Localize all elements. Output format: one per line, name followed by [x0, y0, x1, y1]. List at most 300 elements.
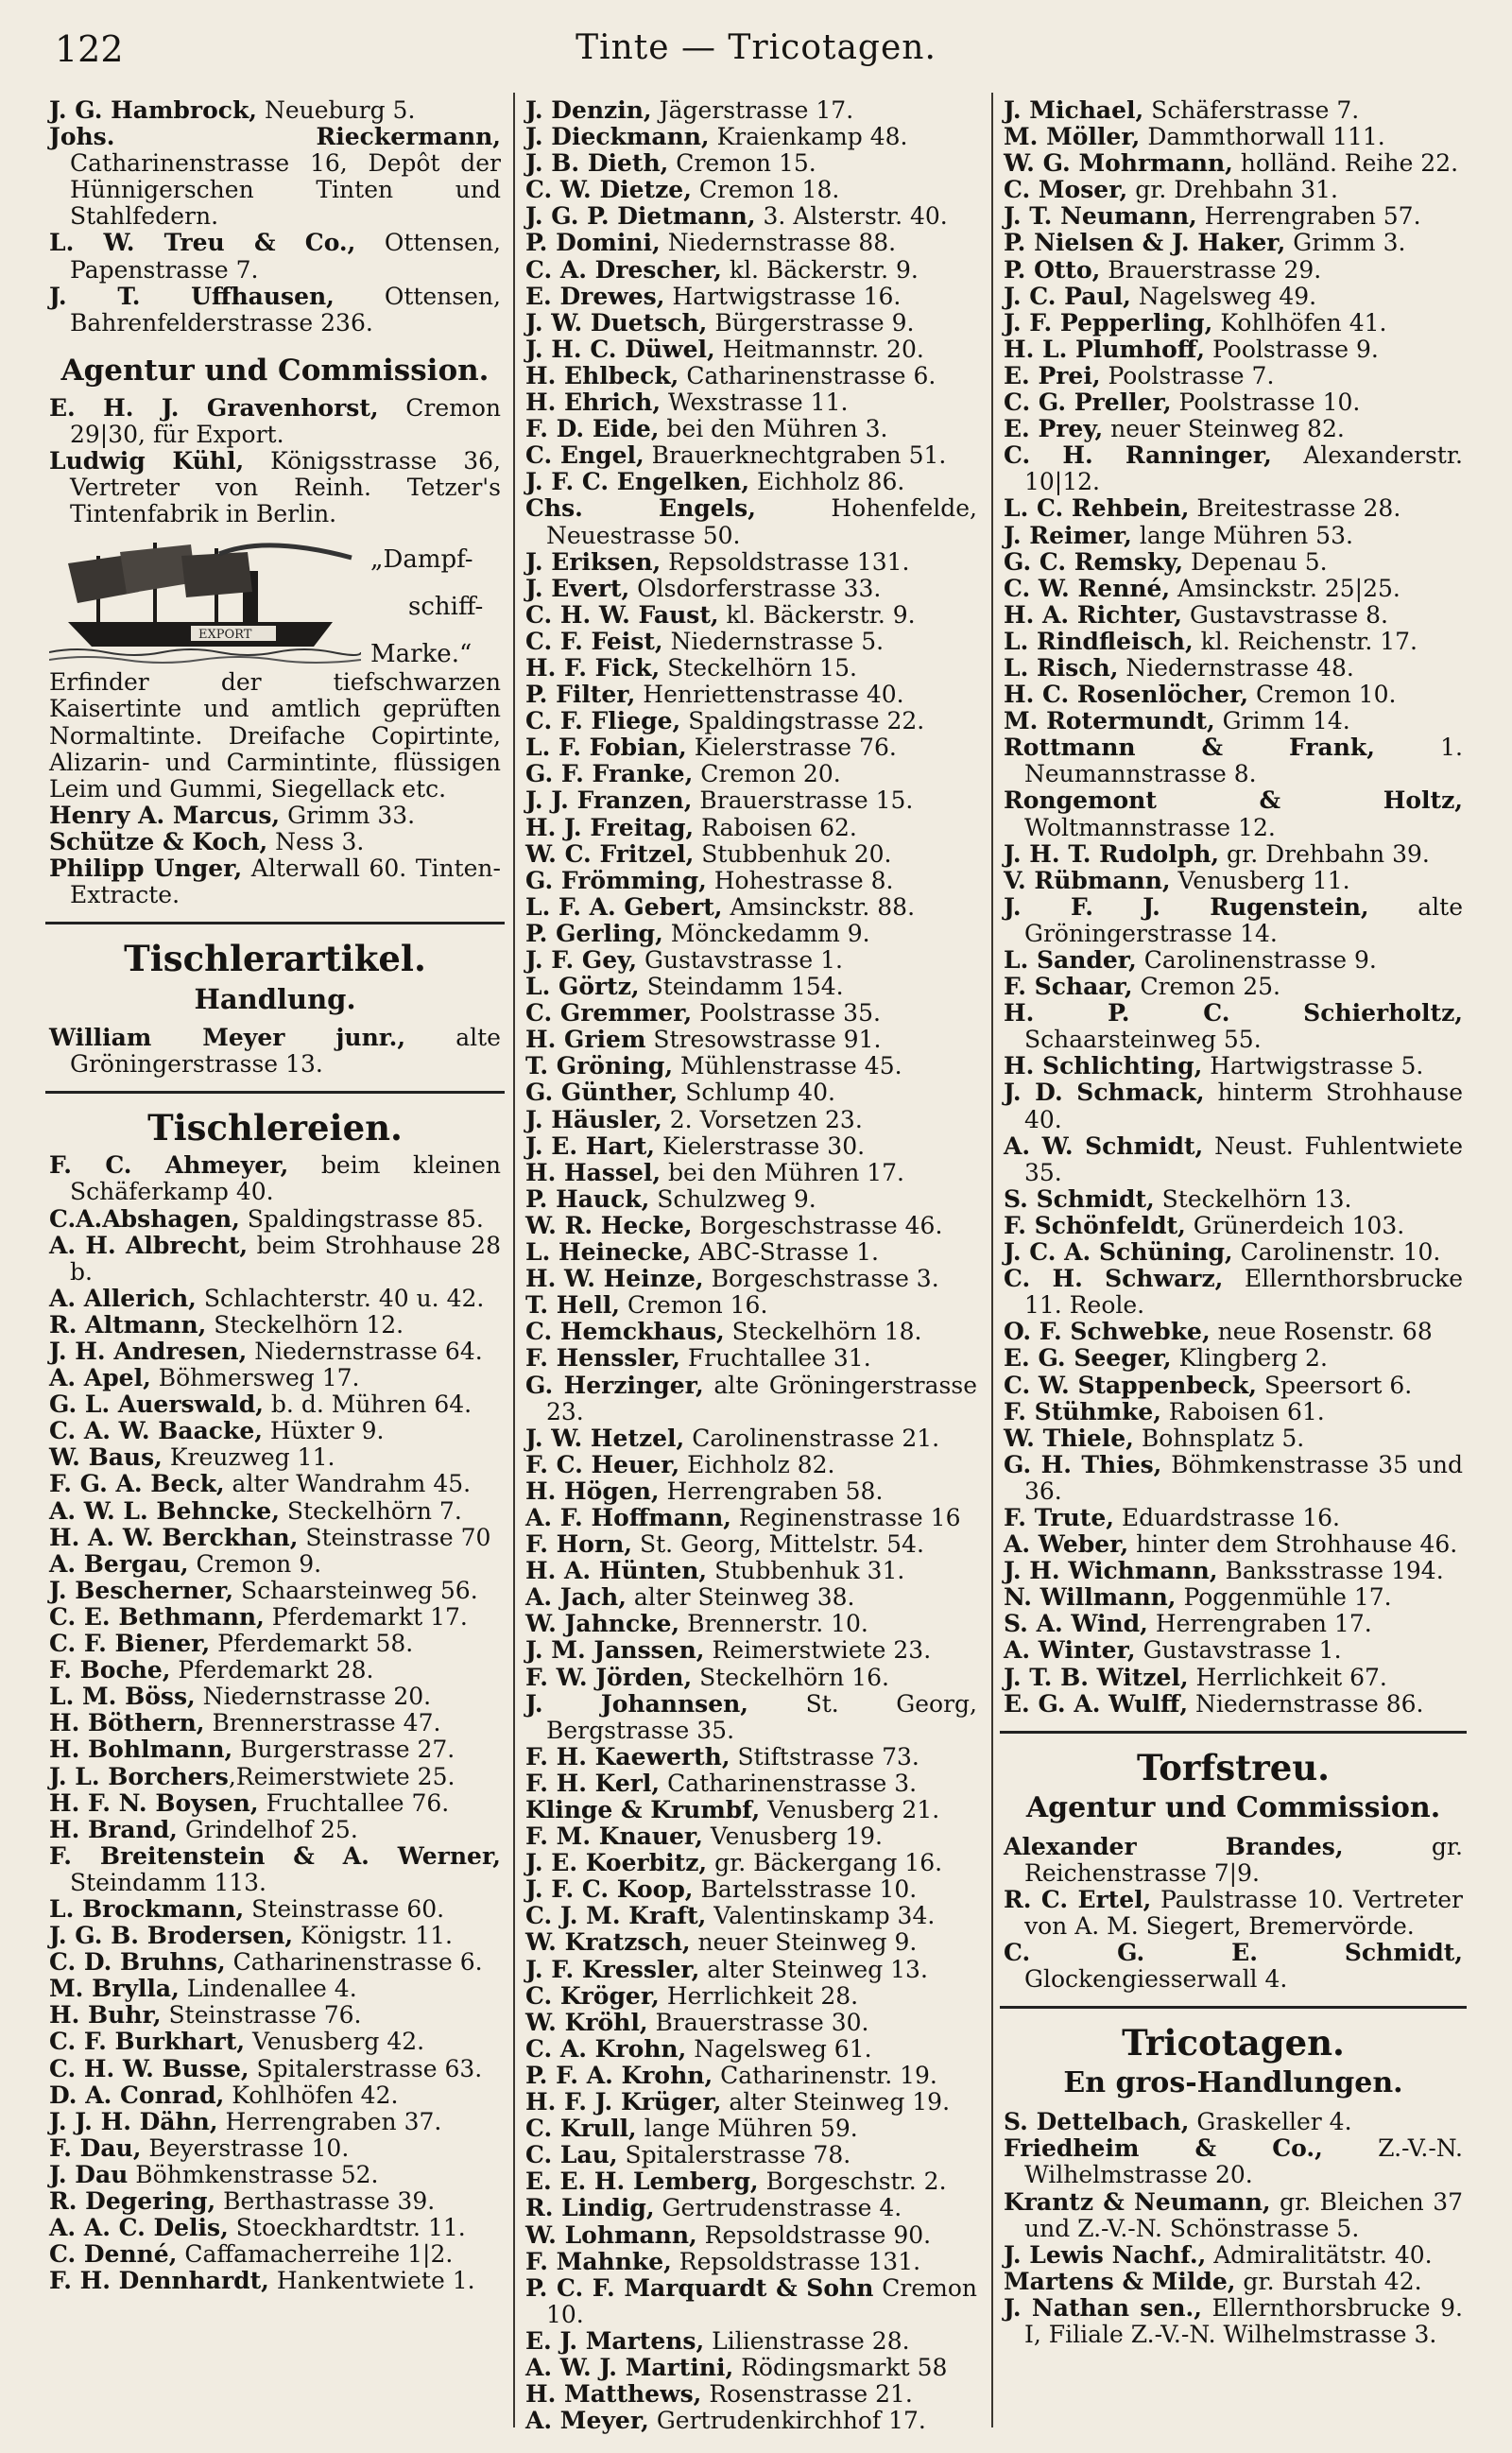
entry-address: Rosenstrasse 21.: [701, 2380, 913, 2409]
entry-address: gr. Drehbahn 31.: [1127, 176, 1339, 204]
entry-name: C. Gremmer,: [525, 999, 693, 1028]
entry-name: C. Lau,: [525, 2141, 618, 2169]
entry-address: alter Wandrahm 45.: [224, 1470, 472, 1498]
entry-list: [49, 395, 501, 527]
entry-address: Steckelhörn 16.: [692, 1663, 889, 1691]
directory-entry: [1004, 1399, 1463, 1425]
steamship-illustration: [49, 535, 361, 665]
entry-address: Bohnsplatz 5.: [1133, 1424, 1305, 1452]
directory-entry: [1004, 1239, 1463, 1266]
entry-name: J. B. Dieth,: [525, 149, 669, 178]
entry-name: F. Trute,: [1004, 1503, 1114, 1531]
entry-address: Borgeschstrasse 3.: [703, 1265, 939, 1293]
entry-address: Catharinenstrasse 6.: [225, 1948, 483, 1977]
entry-name: Rottmann & Frank,: [1004, 734, 1375, 762]
directory-entry: [525, 1266, 977, 1292]
entry-address: neuer Steinweg 82.: [1103, 415, 1345, 443]
directory-entry: [525, 2089, 977, 2116]
entry-name: H. F. J. Krüger,: [525, 2088, 722, 2116]
entry-name: F. H. Kerl,: [525, 1769, 661, 1797]
entry-address: Depenau 5.: [1183, 547, 1328, 576]
entry-name: E. J. Martens,: [525, 2326, 705, 2355]
entry-address: Venusberg 21.: [760, 1796, 940, 1823]
directory-entry: [525, 1239, 977, 1266]
entry-address: Pferdemarkt 17.: [264, 1602, 468, 1631]
entry-address: Grünerdeich 103.: [1185, 1211, 1405, 1239]
directory-entry: [1004, 1452, 1463, 1505]
entry-name: J. T. Neumann,: [1004, 202, 1197, 231]
directory-entry: [49, 1764, 501, 1790]
entry-address: gr. Drehbahn 39.: [1219, 839, 1430, 868]
entry-name: J. G. B. Brodersen,: [49, 1922, 294, 1950]
entry-address: Herrengraben 37.: [217, 2107, 442, 2135]
entry-address: kl. Reichenstr. 17.: [1193, 627, 1418, 655]
entry-name: J. C. A. Schüning,: [1004, 1238, 1233, 1267]
entry-address: ,Reimerstwiete 25.: [228, 1762, 455, 1790]
directory-entry: [1004, 2242, 1463, 2269]
directory-entry: [525, 1373, 977, 1425]
directory-entry: [525, 1637, 977, 1664]
entry-address: gr. Burstah 42.: [1235, 2267, 1422, 2295]
entry-address: Poolstrasse 35.: [692, 999, 881, 1028]
directory-entry: [1004, 389, 1463, 416]
subsection-title-handlung: Handlung.: [194, 983, 356, 1016]
entry-address: Paulstrasse 10. Vertreter von A. M. Siegert, Bremervörde.: [1024, 1885, 1463, 1940]
entry-address: Beyerstrasse 10.: [141, 2133, 350, 2162]
section-rule: [45, 922, 505, 924]
entry-address: Cremon 10.: [1248, 681, 1397, 709]
entry-name: W. C. Fritzel,: [525, 839, 695, 868]
directory-entry: [525, 1425, 977, 1452]
directory-entry: [1004, 1373, 1463, 1399]
directory-entry: [1004, 708, 1463, 734]
entry-name: E. G. A. Wulff,: [1004, 1689, 1189, 1718]
entry-name: C. F. Biener,: [49, 1630, 211, 1658]
entry-address: Repsoldstrasse 90.: [696, 2220, 932, 2249]
entry-name: A. A. C. Delis,: [49, 2214, 229, 2242]
directory-entry: [525, 629, 977, 655]
page-number: 122: [55, 28, 124, 70]
directory-entry: [525, 1505, 977, 1531]
entry-address: Catharinenstrasse 16, Depôt der Hünnigerschen Tinten und Stahlfedern.: [70, 149, 501, 231]
directory-entry: [49, 855, 501, 908]
directory-entry: [525, 2116, 977, 2142]
entry-address: neuer Steinweg 9.: [690, 1928, 918, 1957]
directory-entry: [525, 469, 977, 495]
entry-address: Ellernthorsbrucke 11. Reole.: [1024, 1265, 1464, 1320]
entry-address: Ottensen, Papenstrasse 7.: [70, 229, 501, 284]
entry-name: C. Hemckhaus,: [525, 1318, 725, 1346]
entry-address: Kielerstrasse 30.: [655, 1131, 866, 1160]
entry-name: P. F. A. Krohn,: [525, 2061, 713, 2089]
directory-entry: [49, 2109, 501, 2135]
entry-address: Repsoldstrasse 131.: [661, 547, 910, 576]
entry-name: W. Lohmann,: [525, 2220, 697, 2249]
directory-entry: [1004, 2295, 1463, 2348]
entry-address: Steckelhörn 15.: [660, 653, 857, 682]
entry-address: 2. Vorsetzen 23.: [662, 1105, 863, 1133]
entry-name: A. Weber,: [1004, 1530, 1129, 1559]
entry-address: 3. Alsterstr. 40.: [755, 202, 948, 231]
entry-name: H. Högen,: [525, 1477, 660, 1505]
entry-name: L. M. Böss,: [49, 1683, 196, 1711]
entry-address: Nagelsweg 49.: [1130, 282, 1317, 310]
directory-entry: [525, 1850, 977, 1876]
entry-name: J. Bescherner,: [49, 1576, 234, 1604]
entry-name: J. W. Duetsch,: [525, 308, 708, 337]
entry-address: Catharinenstrasse 6.: [679, 361, 936, 389]
entry-address: Pferdemarkt 28.: [170, 1656, 374, 1684]
entry-address: Carolinenstrasse 21.: [684, 1424, 940, 1452]
directory-entry: [525, 734, 977, 761]
directory-entry: [49, 1025, 501, 1078]
entry-list: [1004, 97, 1463, 1718]
directory-entry: [525, 1983, 977, 2010]
entry-address: Caffamacherreihe 1|2.: [177, 2240, 454, 2269]
directory-entry: [1004, 576, 1463, 602]
directory-entry: [1004, 1887, 1463, 1940]
directory-entry: [1004, 1940, 1463, 1993]
directory-entry: [1004, 1834, 1463, 1887]
directory-entry: [525, 2195, 977, 2221]
ad-caption-line: schiff-: [408, 593, 484, 622]
entry-name: J. Evert,: [525, 574, 630, 602]
directory-entry: [525, 310, 977, 337]
entry-name: M. Rotermundt,: [1004, 707, 1215, 735]
entry-name: J. J. H. Dähn,: [49, 2107, 218, 2135]
entry-address: Alexanderstr. 10|12.: [1024, 441, 1463, 496]
entry-address: Schlump 40.: [678, 1079, 835, 1107]
directory-entry: [525, 1452, 977, 1478]
directory-entry: [1004, 1266, 1463, 1319]
entry-address: Herrlichkeit 67.: [1188, 1663, 1387, 1691]
entry-name: C. W. Dietze,: [525, 176, 692, 204]
entry-address: Catharinenstr. 19.: [713, 2061, 937, 2089]
entry-address: Herrengraben 58.: [659, 1477, 884, 1505]
entry-name: W. Baus,: [49, 1443, 163, 1472]
entry-address: Henriettenstrasse 40.: [635, 681, 904, 709]
entry-address: Spaldingstrasse 22.: [680, 707, 925, 735]
entry-address: Olsdorferstrasse 33.: [629, 574, 882, 602]
entry-name: L. Sander,: [1004, 946, 1137, 974]
directory-entry: [1004, 1186, 1463, 1213]
entry-address: Hartwigstrasse 5.: [1202, 1052, 1424, 1080]
entry-address: b. d. Mühren 64.: [263, 1391, 472, 1419]
entry-name: L. C. Rehbein,: [1004, 494, 1190, 523]
entry-address: Klingberg 2.: [1171, 1344, 1328, 1373]
entry-name: C. H. Ranninger,: [1004, 441, 1272, 470]
directory-entry: [1004, 1637, 1463, 1664]
entry-address: Venusberg 19.: [702, 1822, 883, 1851]
entry-address: Gustavstrasse 8.: [1182, 600, 1388, 629]
entry-name: J. Michael,: [1004, 96, 1144, 124]
directory-entry: [525, 2142, 977, 2168]
entry-address: Gertrudenstrasse 4.: [654, 2194, 902, 2222]
directory-entry: [525, 97, 977, 124]
entry-name: J. Denzin,: [525, 96, 652, 124]
entry-address: Catharinenstrasse 3.: [660, 1769, 918, 1797]
directory-entry: [525, 1665, 977, 1691]
entry-address: Poolstrasse 9.: [1205, 335, 1379, 363]
entry-address: alte Gröningerstrasse 14.: [1024, 892, 1463, 947]
entry-address: Stresowstrasse 91.: [645, 1026, 882, 1054]
entry-address: Niedernstrasse 48.: [1118, 653, 1354, 682]
entry-name: C. Moser,: [1004, 176, 1128, 204]
entry-name: D. A. Conrad,: [49, 2081, 225, 2109]
entry-address: Brennerstrasse 47.: [204, 1709, 441, 1737]
entry-address: Königsstrasse 36, Vertreter von Reinh. Tetzer's Tintenfabrik in Berlin.: [70, 447, 501, 528]
directory-entry: [525, 442, 977, 469]
entry-address: Bartelsstrasse 10.: [693, 1875, 918, 1904]
entry-name: E. E. H. Lemberg,: [525, 2168, 759, 2196]
entry-name: A. W. J. Martini,: [525, 2353, 734, 2381]
entry-name: T. Hell,: [525, 1291, 621, 1320]
directory-entry: [525, 337, 977, 363]
directory-entry: [525, 841, 977, 868]
entry-name: J. Nathan sen.,: [1004, 2293, 1202, 2322]
ship-label: EXPORT: [198, 628, 252, 643]
directory-entry: [1004, 841, 1463, 868]
directory-entry: [525, 974, 977, 1000]
entry-name: J. M. Janssen,: [525, 1636, 705, 1665]
entry-name: C. Denné,: [49, 2240, 178, 2269]
entry-name: J. J. Franzen,: [525, 786, 693, 815]
directory-entry: [49, 803, 501, 829]
entry-name: H. Buhr,: [49, 2001, 162, 2030]
directory-entry: [1004, 442, 1463, 495]
entry-name: C. A. Krohn,: [525, 2034, 687, 2063]
directory-entry: [1004, 230, 1463, 256]
directory-entry: [525, 2355, 977, 2381]
directory-entry: [525, 894, 977, 921]
entry-address: Hartwigstrasse 16.: [664, 282, 902, 310]
section-rule: [1000, 2006, 1467, 2009]
entry-address: holländ. Reihe 22.: [1232, 149, 1459, 178]
directory-entry: [1004, 523, 1463, 549]
entry-name: F. Schaar,: [1004, 973, 1133, 1001]
directory-entry: [49, 2188, 501, 2215]
section-rule: [45, 1091, 505, 1094]
directory-entry: [1004, 1531, 1463, 1558]
directory-entry: [1004, 1665, 1463, 1691]
entry-name: Rongemont & Holtz,: [1004, 786, 1463, 815]
entry-address: Niedernstrasse 64.: [247, 1338, 483, 1365]
entry-name: L. Risch,: [1004, 653, 1119, 682]
entry-name: H. A. Hünten,: [525, 1557, 708, 1585]
directory-entry: [49, 1312, 501, 1339]
directory-entry: [1004, 337, 1463, 363]
directory-entry: [1004, 682, 1463, 708]
entry-address: Neueburg 5.: [257, 96, 416, 124]
entry-name: A. W. L. Behncke,: [49, 1496, 280, 1525]
entry-name: J. H. T. Rudolph,: [1004, 839, 1220, 868]
entry-name: J. Dau: [49, 2160, 129, 2188]
entry-name: A. H. Albrecht,: [49, 1231, 249, 1259]
entry-address: Grimm 33.: [280, 801, 416, 829]
entry-address: Steckelhörn 13.: [1154, 1184, 1352, 1213]
column-1: [49, 97, 501, 2294]
directory-entry: [525, 1186, 977, 1213]
directory-entry: [525, 1000, 977, 1027]
directory-entry: [49, 1286, 501, 1312]
directory-entry: [49, 2268, 501, 2294]
entry-address: Gustavstrasse 1.: [1135, 1636, 1342, 1665]
entry-name: O. F. Schwebke,: [1004, 1318, 1211, 1346]
entry-name: J. Häusler,: [525, 1105, 662, 1133]
entry-address: Fruchtallee 76.: [258, 1788, 450, 1817]
entry-name: W. Thiele,: [1004, 1424, 1134, 1452]
ad-caption-line: Marke.“: [370, 640, 472, 669]
entry-address: Niedernstrasse 5.: [662, 627, 885, 655]
section-title-torfstreu: Torfstreu.: [1136, 1746, 1331, 1788]
entry-address: Lindenallee 4.: [179, 1975, 357, 2003]
entry-name: J. L. Borchers: [49, 1762, 229, 1790]
directory-entry: [49, 2029, 501, 2055]
entry-address: Venusberg 42.: [245, 2028, 425, 2056]
entry-name: J. Dieckmann,: [525, 123, 710, 151]
entry-name: J. H. Wichmann,: [1004, 1557, 1218, 1585]
entry-address: Eduardstrasse 16.: [1113, 1503, 1340, 1531]
entry-name: Chs. Engels,: [525, 494, 756, 523]
directory-entry: [525, 1160, 977, 1186]
directory-entry: [1004, 416, 1463, 442]
section-title-tischlerartikel: Tischlerartikel.: [124, 938, 426, 980]
entry-name: M. Brylla,: [49, 1975, 180, 2003]
entry-name: J. F. J. Rugenstein,: [1004, 892, 1369, 921]
entry-name: Krantz & Neumann,: [1004, 2187, 1271, 2216]
entry-address: Böhmersweg 17.: [150, 1364, 360, 1392]
directory-entry: [525, 2275, 977, 2328]
entry-name: F. C. Heuer,: [525, 1450, 680, 1478]
directory-entry: [1004, 363, 1463, 389]
entry-name: W. R. Hecke,: [525, 1211, 693, 1239]
entry-name: C. Kröger,: [525, 1981, 660, 2010]
directory-entry: [525, 655, 977, 682]
directory-entry: [49, 1896, 501, 1923]
entry-name: C. H. W. Busse,: [49, 2054, 249, 2082]
entry-name: H. A. W. Berckhan,: [49, 1523, 299, 1551]
directory-entry: [49, 124, 501, 230]
directory-entry: [525, 230, 977, 256]
entry-address: Raboisen 62.: [694, 813, 857, 841]
entry-name: P. Domini,: [525, 229, 661, 257]
subsection-title-agentur: Agentur und Commission.: [1025, 1790, 1441, 1824]
entry-address: 1. Neumannstrasse 8.: [1024, 734, 1463, 788]
entry-name: J. T. Uffhausen,: [49, 282, 335, 310]
directory-entry: [525, 1345, 977, 1372]
entry-address: Böhmkenstrasse 35 und 36.: [1024, 1450, 1463, 1505]
entry-address: Steinstrasse 70: [298, 1523, 491, 1551]
directory-entry: [49, 2082, 501, 2109]
entry-address: lange Mühren 59.: [636, 2115, 858, 2143]
directory-entry: [525, 682, 977, 708]
entry-name: G. C. Remsky,: [1004, 547, 1184, 576]
directory-entry: [49, 2135, 501, 2162]
directory-entry: [525, 761, 977, 787]
entry-address: St. Georg, Bergstrasse 35.: [546, 1689, 977, 1744]
directory-entry: [1004, 1345, 1463, 1372]
entry-name: W. Kratzsch,: [525, 1928, 691, 1957]
directory-entry: [525, 2408, 977, 2434]
directory-entry: [525, 1797, 977, 1823]
entry-address: Brauerstrasse 15.: [692, 786, 914, 815]
entry-address: Hohenfelde, Neuestrasse 50.: [546, 494, 977, 549]
entry-name: J. E. Hart,: [525, 1131, 655, 1160]
entry-address: Cremon 18.: [691, 176, 840, 204]
directory-entry: [1004, 2109, 1463, 2135]
directory-entry: [1004, 150, 1463, 177]
entry-name: F. G. A. Beck,: [49, 1470, 225, 1498]
entry-name: R. C. Ertel,: [1004, 1885, 1152, 1913]
directory-entry: [525, 868, 977, 894]
directory-entry: [1004, 894, 1463, 947]
entry-address: gr. Reichenstrasse 7|9.: [1024, 1832, 1463, 1887]
entry-address: Schäferstrasse 7.: [1143, 96, 1360, 124]
column-divider: [513, 93, 515, 2427]
entry-address: Amsinckstr. 88.: [722, 892, 916, 921]
directory-entry: [49, 1684, 501, 1710]
entry-address: Königstr. 11.: [293, 1922, 453, 1950]
entry-address: kl. Bäckerstr. 9.: [721, 255, 919, 284]
directory-entry: [49, 448, 501, 527]
directory-entry: [525, 1027, 977, 1053]
entry-list: [1004, 2109, 1463, 2348]
column-2: [525, 97, 977, 2434]
entry-address: Grimm 14.: [1214, 707, 1350, 735]
entry-address: Steindamm 113.: [70, 1868, 266, 1896]
directory-entry: [525, 2010, 977, 2036]
entry-address: Stoeckhardtstr. 11.: [228, 2214, 466, 2242]
entry-address: Steindamm 154.: [639, 973, 844, 1001]
entry-address: Stubbenhuk 31.: [707, 1557, 905, 1585]
entry-address: Herrengraben 17.: [1147, 1610, 1372, 1638]
entry-address: Neust. Fuhlentwiete 35.: [1024, 1131, 1463, 1186]
entry-name: G. L. Auerswald,: [49, 1391, 264, 1419]
entry-address: Cremon 16.: [620, 1291, 768, 1320]
directory-entry: [525, 2328, 977, 2355]
entry-address: Böhmkenstrasse 52.: [128, 2160, 379, 2188]
entry-name: H. J. Freitag,: [525, 813, 695, 841]
directory-entry: [525, 1319, 977, 1345]
entry-list: [49, 1025, 501, 1078]
entry-name: A. F. Hoffmann,: [525, 1503, 731, 1531]
entry-name: H. F. Fick,: [525, 653, 661, 682]
directory-entry: [49, 1551, 501, 1578]
entry-name: A. W. Schmidt,: [1004, 1131, 1204, 1160]
directory-entry: [525, 284, 977, 310]
directory-entry: [49, 230, 501, 283]
entry-address: Spitalerstrasse 78.: [617, 2141, 851, 2169]
directory-entry: [49, 1525, 501, 1551]
entry-name: F. M. Knauer,: [525, 1822, 703, 1851]
entry-name: C.A.Abshagen,: [49, 1204, 240, 1233]
entry-address: Hohestrasse 8.: [706, 866, 894, 894]
entry-name: Martens & Milde,: [1004, 2267, 1236, 2295]
entry-name: William Meyer junr.,: [49, 1024, 406, 1052]
entry-name: C. F. Fliege,: [525, 707, 681, 735]
entry-address: Steinstrasse 60.: [244, 1894, 445, 1923]
directory-entry: [1004, 947, 1463, 974]
entry-name: H. L. Plumhoff,: [1004, 335, 1206, 363]
directory-entry: [1004, 2135, 1463, 2188]
entry-address: Woltmannstrasse 12.: [1024, 813, 1276, 841]
entry-address: Carolinenstr. 10.: [1232, 1238, 1441, 1267]
entry-address: hinter dem Strohhause 46.: [1128, 1530, 1458, 1559]
directory-entry: [525, 203, 977, 230]
directory-entry: [1004, 124, 1463, 150]
directory-entry: [1004, 495, 1463, 522]
entry-name: L. F. Fobian,: [525, 734, 687, 762]
